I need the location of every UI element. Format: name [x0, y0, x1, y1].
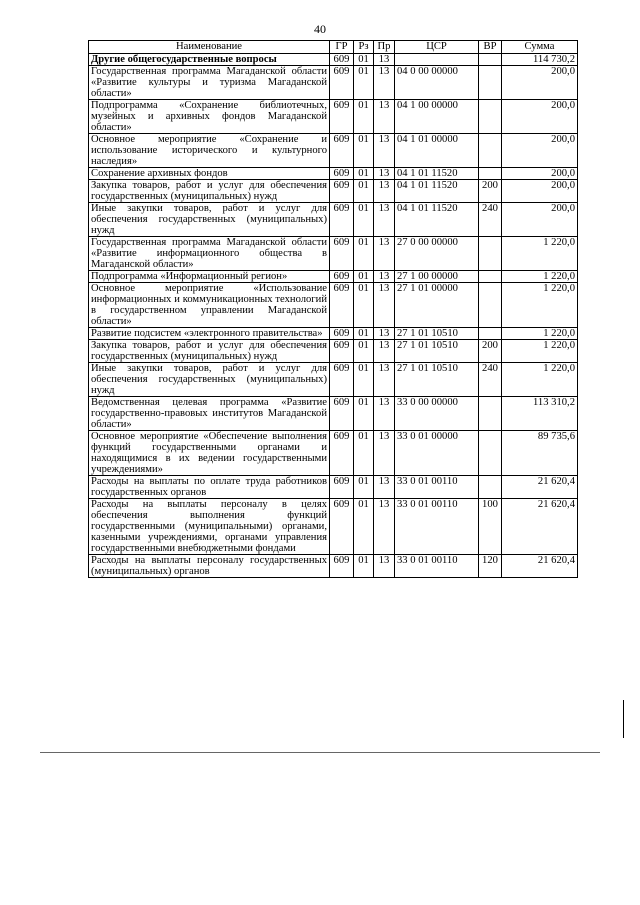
header-gr: ГР — [330, 41, 354, 54]
cell-sum: 1 220,0 — [502, 271, 578, 283]
cell-name: Расходы на выплаты персоналу государственных (муниципальных) органов — [89, 555, 330, 578]
table-row — [89, 555, 578, 578]
table-row — [89, 328, 578, 340]
cell-gr: 609 — [330, 66, 354, 100]
cell-sum: 1 220,0 — [502, 340, 578, 363]
cell-name: Развитие подсистем «электронного правительства» — [89, 328, 330, 340]
cell-sum: 89 735,6 — [502, 431, 578, 476]
table-row — [89, 397, 578, 431]
cell-gr: 609 — [330, 180, 354, 203]
table-row — [89, 283, 578, 328]
cell-pr: 13 — [374, 100, 395, 134]
cell-name: Закупка товаров, работ и услуг для обеспечения государственных (муниципальных) нужд — [89, 340, 330, 363]
cell-pr: 13 — [374, 499, 395, 555]
cell-vr — [479, 54, 502, 66]
cell-sum: 200,0 — [502, 203, 578, 237]
cell-name: Сохранение архивных фондов — [89, 168, 330, 180]
cell-csr: 33 0 01 00110 — [395, 555, 479, 578]
cell-vr — [479, 134, 502, 168]
table-row — [89, 237, 578, 271]
cell-rz: 01 — [354, 134, 374, 168]
table-body — [89, 54, 578, 578]
cell-vr — [479, 168, 502, 180]
cell-name: Иные закупки товаров, работ и услуг для обеспечения государственных (муниципальных) нужд — [89, 363, 330, 397]
cell-gr: 609 — [330, 168, 354, 180]
cell-gr: 609 — [330, 555, 354, 578]
cell-gr: 609 — [330, 363, 354, 397]
cell-csr: 27 0 00 00000 — [395, 237, 479, 271]
page-bottom-rule — [40, 752, 600, 753]
table-row — [89, 340, 578, 363]
cell-vr: 240 — [479, 363, 502, 397]
cell-csr: 04 1 00 00000 — [395, 100, 479, 134]
cell-sum: 1 220,0 — [502, 283, 578, 328]
table-row — [89, 476, 578, 499]
cell-csr: 27 1 00 00000 — [395, 271, 479, 283]
header-rz: Рз — [354, 41, 374, 54]
cell-name: Подпрограмма «Информационный регион» — [89, 271, 330, 283]
cell-sum: 21 620,4 — [502, 555, 578, 578]
header-pr: Пр — [374, 41, 395, 54]
cell-rz: 01 — [354, 328, 374, 340]
cell-sum: 1 220,0 — [502, 363, 578, 397]
cell-pr: 13 — [374, 180, 395, 203]
table-row — [89, 203, 578, 237]
cell-csr: 04 1 01 11520 — [395, 203, 479, 237]
cell-name: Расходы на выплаты персоналу в целях обеспечения выполнения функций государственными (муниципальными) органами, казенными учреждениями, органами управления государственными внебюджетными фондами — [89, 499, 330, 555]
cell-gr: 609 — [330, 499, 354, 555]
cell-pr: 13 — [374, 54, 395, 66]
cell-pr: 13 — [374, 66, 395, 100]
cell-vr — [479, 100, 502, 134]
cell-rz: 01 — [354, 397, 374, 431]
table-header-row — [89, 41, 578, 54]
cell-name: Ведомственная целевая программа «Развитие государственно-правовых институтов Магаданской области» — [89, 397, 330, 431]
cell-rz: 01 — [354, 237, 374, 271]
cell-gr: 609 — [330, 203, 354, 237]
cell-pr: 13 — [374, 476, 395, 499]
cell-sum: 114 730,2 — [502, 54, 578, 66]
cell-sum: 200,0 — [502, 134, 578, 168]
cell-vr — [479, 66, 502, 100]
cell-csr: 33 0 01 00110 — [395, 476, 479, 499]
cell-pr: 13 — [374, 431, 395, 476]
cell-sum: 200,0 — [502, 180, 578, 203]
cell-pr: 13 — [374, 237, 395, 271]
cell-pr: 13 — [374, 203, 395, 237]
cell-csr: 27 1 01 10510 — [395, 363, 479, 397]
cell-rz: 01 — [354, 499, 374, 555]
cell-vr — [479, 431, 502, 476]
cell-name: Основное мероприятие «Использование информационных и коммуникационных технологий в государственном управлении Магаданской области» — [89, 283, 330, 328]
cell-pr: 13 — [374, 555, 395, 578]
cell-rz: 01 — [354, 66, 374, 100]
cell-gr: 609 — [330, 100, 354, 134]
cell-csr: 27 1 01 10510 — [395, 340, 479, 363]
cell-name: Основное мероприятие «Обеспечение выполнения функций государственными органами и находящимися в их ведении государственными учреждениями» — [89, 431, 330, 476]
cell-rz: 01 — [354, 271, 374, 283]
cell-vr: 120 — [479, 555, 502, 578]
cell-pr: 13 — [374, 134, 395, 168]
cell-name: Государственная программа Магаданской области «Развитие информационного общества в Магаданской области» — [89, 237, 330, 271]
cell-pr: 13 — [374, 340, 395, 363]
page-number: 40 — [314, 22, 326, 36]
cell-vr: 200 — [479, 180, 502, 203]
cell-gr: 609 — [330, 328, 354, 340]
cell-csr: 04 1 01 11520 — [395, 180, 479, 203]
table-row — [89, 100, 578, 134]
cell-sum: 1 220,0 — [502, 237, 578, 271]
cell-csr: 33 0 00 00000 — [395, 397, 479, 431]
cell-vr: 100 — [479, 499, 502, 555]
header-name: Наименование — [89, 41, 330, 54]
cell-sum: 1 220,0 — [502, 328, 578, 340]
cell-csr — [395, 54, 479, 66]
cell-rz: 01 — [354, 203, 374, 237]
cell-csr: 04 0 00 00000 — [395, 66, 479, 100]
cell-gr: 609 — [330, 397, 354, 431]
cell-name: Иные закупки товаров, работ и услуг для обеспечения государственных (муниципальных) нужд — [89, 203, 330, 237]
cell-pr: 13 — [374, 283, 395, 328]
cell-vr — [479, 237, 502, 271]
cell-vr: 200 — [479, 340, 502, 363]
cell-gr: 609 — [330, 237, 354, 271]
cell-pr: 13 — [374, 328, 395, 340]
cell-rz: 01 — [354, 555, 374, 578]
cell-vr — [479, 476, 502, 499]
cell-csr: 27 1 01 00000 — [395, 283, 479, 328]
cell-sum: 200,0 — [502, 66, 578, 100]
cell-vr: 240 — [479, 203, 502, 237]
cell-pr: 13 — [374, 168, 395, 180]
header-csr: ЦСР — [395, 41, 479, 54]
cell-gr: 609 — [330, 476, 354, 499]
cell-vr — [479, 397, 502, 431]
cell-csr: 04 1 01 00000 — [395, 134, 479, 168]
table-row — [89, 66, 578, 100]
cell-sum: 200,0 — [502, 100, 578, 134]
cell-rz: 01 — [354, 340, 374, 363]
table-row — [89, 134, 578, 168]
cell-gr: 609 — [330, 340, 354, 363]
cell-rz: 01 — [354, 363, 374, 397]
cell-sum: 200,0 — [502, 168, 578, 180]
header-sum: Сумма — [502, 41, 578, 54]
cell-rz: 01 — [354, 476, 374, 499]
cell-name: Расходы на выплаты по оплате труда работников государственных органов — [89, 476, 330, 499]
cell-gr: 609 — [330, 134, 354, 168]
cell-csr: 33 0 01 00000 — [395, 431, 479, 476]
cell-csr: 27 1 01 10510 — [395, 328, 479, 340]
cell-rz: 01 — [354, 283, 374, 328]
cell-gr: 609 — [330, 431, 354, 476]
cell-csr: 33 0 01 00110 — [395, 499, 479, 555]
cell-sum: 21 620,4 — [502, 476, 578, 499]
cell-name: Закупка товаров, работ и услуг для обеспечения государственных (муниципальных) нужд — [89, 180, 330, 203]
cell-sum: 21 620,4 — [502, 499, 578, 555]
cell-gr: 609 — [330, 271, 354, 283]
table-row — [89, 363, 578, 397]
table-row — [89, 431, 578, 476]
cell-gr: 609 — [330, 54, 354, 66]
cell-vr — [479, 328, 502, 340]
cell-pr: 13 — [374, 271, 395, 283]
cell-rz: 01 — [354, 100, 374, 134]
cell-name: Подпрограмма «Сохранение библиотечных, музейных и архивных фондов Магаданской области» — [89, 100, 330, 134]
budget-table — [88, 40, 578, 578]
cell-vr — [479, 283, 502, 328]
cell-name: Основное мероприятие «Сохранение и использование исторического и культурного наследия» — [89, 134, 330, 168]
header-vr: ВР — [479, 41, 502, 54]
cell-name: Другие общегосударственные вопросы — [89, 54, 330, 66]
cell-rz: 01 — [354, 180, 374, 203]
cell-sum: 113 310,2 — [502, 397, 578, 431]
cell-pr: 13 — [374, 397, 395, 431]
table-row — [89, 54, 578, 66]
cell-pr: 13 — [374, 363, 395, 397]
cell-rz: 01 — [354, 431, 374, 476]
cell-rz: 01 — [354, 168, 374, 180]
scan-edge-line — [623, 700, 624, 738]
cell-vr — [479, 271, 502, 283]
cell-gr: 609 — [330, 283, 354, 328]
table-row — [89, 499, 578, 555]
cell-name: Государственная программа Магаданской области «Развитие культуры и туризма Магаданской области» — [89, 66, 330, 100]
table-row — [89, 271, 578, 283]
table-row — [89, 168, 578, 180]
table-row — [89, 180, 578, 203]
cell-csr: 04 1 01 11520 — [395, 168, 479, 180]
cell-rz: 01 — [354, 54, 374, 66]
